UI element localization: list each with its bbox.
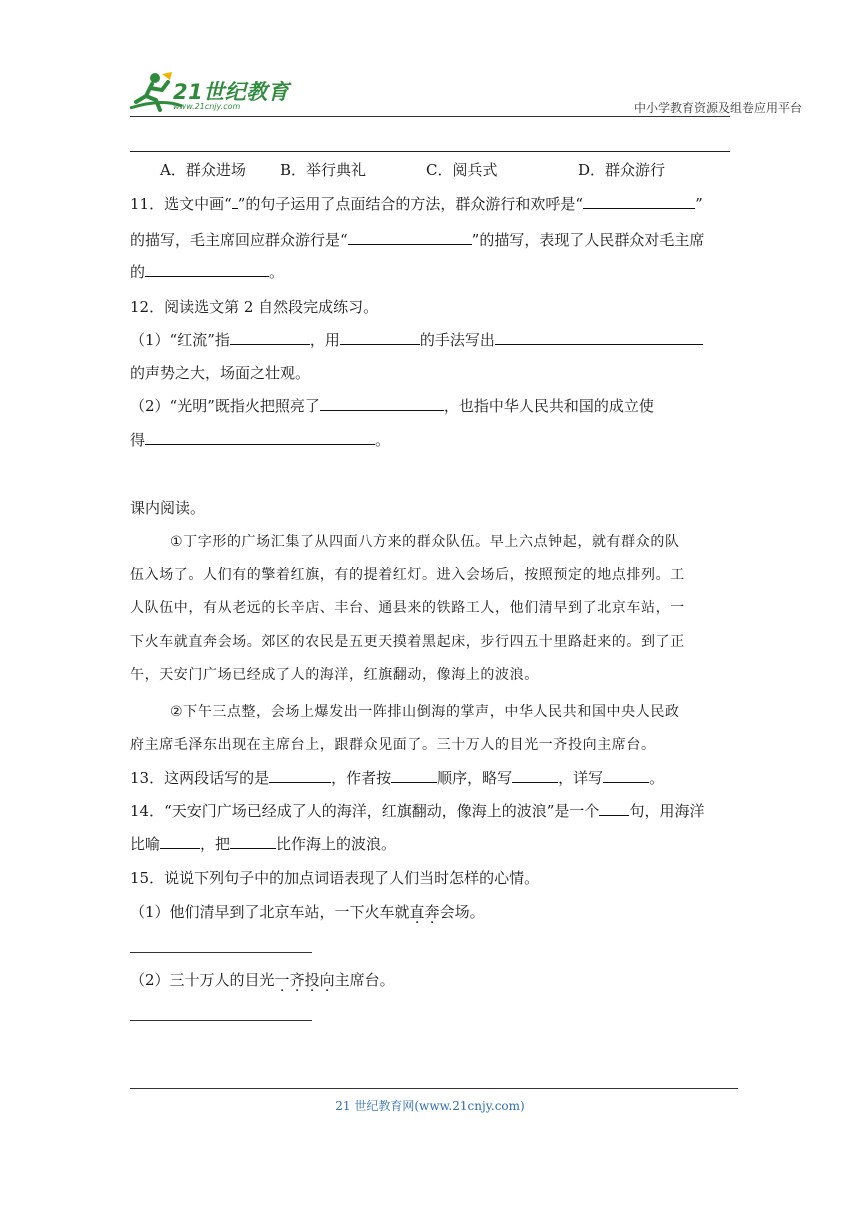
emphasis-word: 向: [319, 971, 335, 989]
content-top-divider: [130, 151, 730, 152]
reading-p2-line-1: ②下午三点整，会场上爆发出一阵排山倒海的掌声，中华人民共和国中央人民政: [170, 704, 680, 720]
option-b: B．举行典礼: [280, 161, 367, 179]
reading-p1-line-1: ①丁字形的广场汇集了从四面八方来的群众队伍。早上六点钟起，就有群众的队: [170, 534, 680, 550]
emphasis-word: 奔: [424, 903, 440, 921]
reading-heading: 课内阅读。: [130, 499, 206, 517]
reading-p1-line-3: 人队伍中，有从老远的长辛店、丰台、通县来的铁路工人，他们清早到了北京车站，一: [130, 600, 685, 616]
q13: 13．这两段话写的是 ，作者按 顺序，略写 ，详写 。: [130, 769, 665, 787]
emphasis-word: 一: [274, 971, 290, 989]
q15-sentence-1: （1）他们清早到了北京车站，一下火车就直奔会场。: [130, 903, 485, 921]
answer-line[interactable]: [130, 1020, 312, 1021]
answer-blank[interactable]: [230, 330, 310, 345]
question-options: [160, 160, 730, 180]
q15-sentence-2: （2）三十万人的目光一齐投向主席台。: [130, 971, 395, 989]
q15-title: 15．说说下列句子中的加点词语表现了人们当时怎样的心情。: [130, 869, 540, 887]
logo-url: www.21cnjy.com: [173, 102, 241, 111]
q11-line-3: 的 。: [130, 263, 285, 281]
q11-line-1: 11．选文中画“ ”的句子运用了点面结合的方法，群众游行和欢呼是“ ”: [130, 195, 703, 213]
emphasis-word: 齐: [289, 971, 305, 989]
q11-line-2: 的描写，毛主席回应群众游行是“ ”的描写，表现了人民群众对毛主席: [130, 231, 705, 249]
answer-blank[interactable]: [320, 396, 444, 411]
answer-blank[interactable]: [145, 262, 269, 277]
q14-line-2: 比喻 ，把 比作海上的波浪。: [130, 835, 397, 853]
emphasis-word: 直: [409, 903, 425, 921]
footer-divider: [130, 1088, 738, 1089]
q12-sub2-line-2: 得 。: [130, 431, 391, 449]
reading-p1-line-2: 伍入场了。人们有的擎着红旗，有的提着红灯。进入会场后，按照预定的地点排列。工: [130, 567, 685, 583]
answer-line[interactable]: [130, 952, 312, 953]
answer-blank[interactable]: [512, 768, 558, 783]
answer-blank[interactable]: [603, 768, 649, 783]
answer-blank[interactable]: [348, 230, 472, 245]
q12-sub1-line-2: 的声势之大，场面之壮观。: [130, 364, 311, 382]
q12-title: 12．阅读选文第 2 自然段完成练习。: [130, 298, 379, 316]
option-d: D．群众游行: [578, 161, 666, 179]
answer-blank[interactable]: [269, 768, 331, 783]
site-slogan: 中小学教育资源及组卷应用平台: [633, 101, 802, 115]
option-a: A．群众进场: [160, 161, 246, 179]
footer-text: 21 世纪教育网(www.21cnjy.com): [335, 1099, 525, 1113]
answer-blank[interactable]: [340, 330, 420, 345]
answer-blank[interactable]: [160, 834, 200, 849]
emphasis-word: 投: [304, 971, 320, 989]
answer-blank[interactable]: [145, 430, 375, 445]
answer-blank[interactable]: [495, 330, 703, 345]
reading-p1-line-5: 午，天安门广场已经成了人的海洋，红旗翻动，像海上的波浪。: [130, 667, 539, 683]
header-divider: [130, 116, 730, 117]
q14-line-1: 14．“天安门广场已经成了人的海洋，红旗翻动，像海上的波浪”是一个 句，用海洋: [130, 802, 705, 820]
answer-blank[interactable]: [230, 834, 276, 849]
answer-blank[interactable]: [599, 801, 629, 816]
answer-blank[interactable]: [391, 768, 437, 783]
reading-p1-line-4: 下火车就直奔会场。郊区的农民是五更天摸着黑起床，步行四五十里路赶来的。到了正: [130, 634, 685, 650]
answer-blank[interactable]: [583, 194, 695, 209]
q12-sub2-line-1: （2）“光明”既指火把照亮了 ，也指中华人民共和国的成立使: [130, 397, 654, 415]
logo-text: 21世纪教育: [173, 80, 290, 104]
option-c: C．阅兵式: [426, 161, 498, 179]
reading-p2-line-2: 府主席毛泽东出现在主席台上，跟群众见面了。三十万人的目光一齐投向主席台。: [130, 737, 656, 753]
q12-sub1-line-1: （1）“红流”指 ，用 的手法写出: [130, 330, 730, 350]
